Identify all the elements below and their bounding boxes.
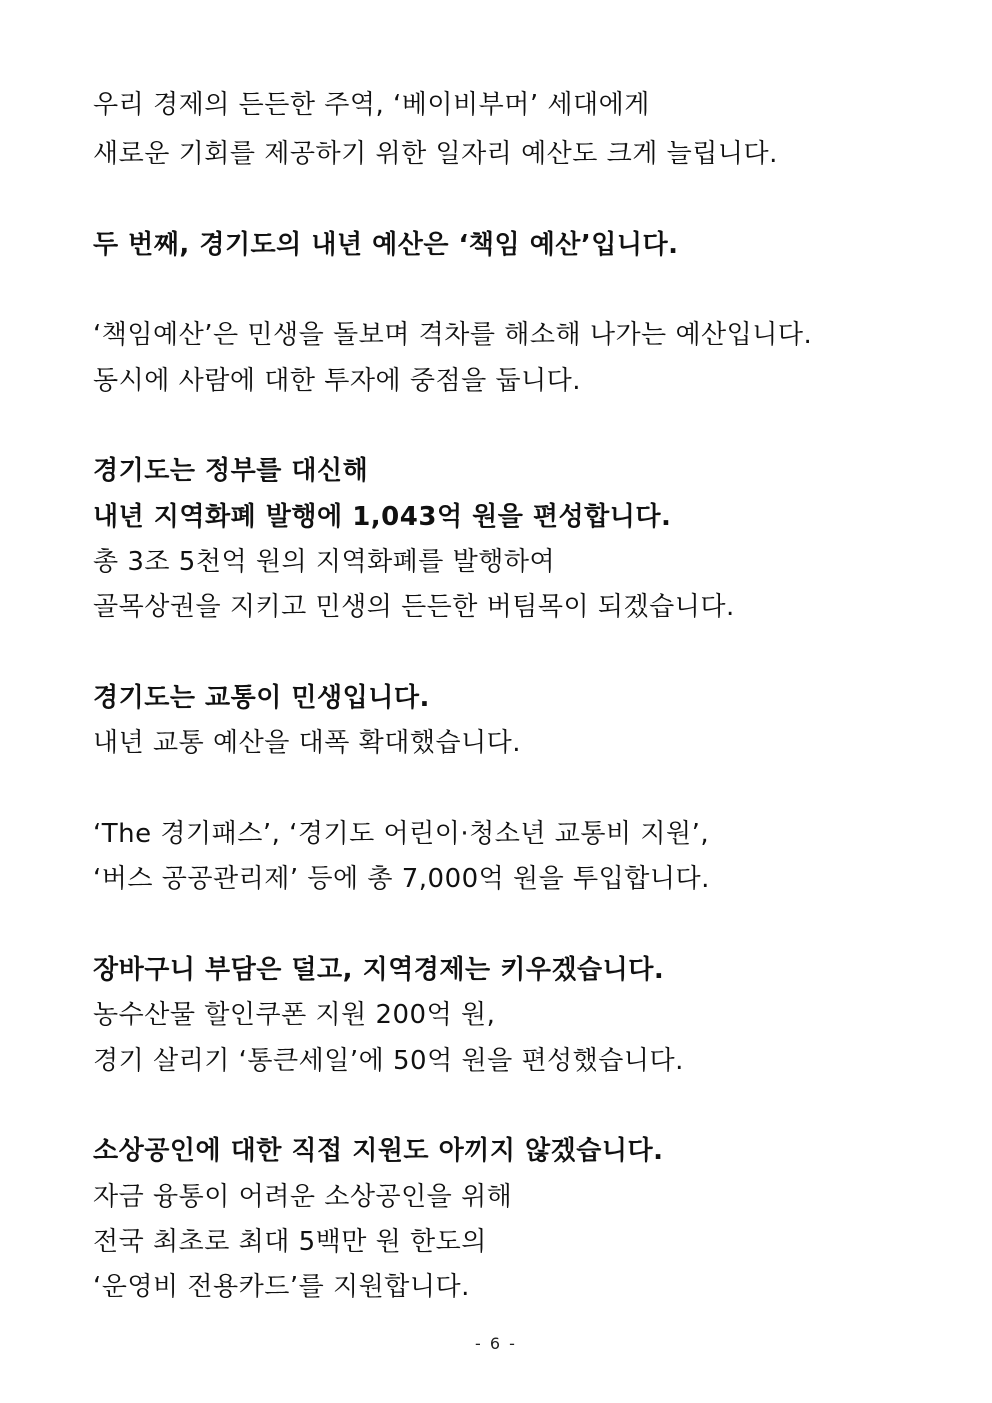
paragraph-1-line-1: 우리 경제의 든든한 주역, ‘베이비부머’ 세대에게 xyxy=(93,90,650,120)
paragraph-1-line-2: 새로운 기회를 제공하기 위한 일자리 예산도 크게 늘립니다. xyxy=(93,139,778,169)
paragraph-8-line-4: ‘운영비 전용카드’를 지원합니다. xyxy=(93,1272,470,1302)
paragraph-7-line-3: 경기 살리기 ‘통큰세일’에 50억 원을 편성했습니다. xyxy=(93,1046,684,1076)
paragraph-5-line-2: 내년 교통 예산을 대폭 확대했습니다. xyxy=(93,728,522,758)
paragraph-3-line-1: ‘책임예산’은 민생을 돌보며 격차를 해소해 나가는 예산입니다. xyxy=(93,320,813,350)
section-heading-second: 두 번째, 경기도의 내년 예산은 ‘책임 예산’입니다. xyxy=(93,230,679,260)
paragraph-8-line-2: 자금 융통이 어려운 소상공인을 위해 xyxy=(93,1182,513,1212)
paragraph-8-line-3: 전국 최초로 최대 5백만 원 한도의 xyxy=(93,1227,487,1257)
heading-transport: 경기도는 교통이 민생입니다. xyxy=(93,683,430,713)
paragraph-3-line-2: 동시에 사람에 대한 투자에 중점을 둡니다. xyxy=(93,366,582,396)
heading-small-business: 소상공인에 대한 직접 지원도 아끼지 않겠습니다. xyxy=(93,1136,664,1166)
paragraph-4-line-3: 총 3조 5천억 원의 지역화폐를 발행하여 xyxy=(93,547,556,577)
paragraph-6-line-2: ‘버스 공공관리제’ 등에 총 7,000억 원을 투입합니다. xyxy=(93,864,710,894)
paragraph-4-line-4: 골목상권을 지키고 민생의 든든한 버팀목이 되겠습니다. xyxy=(93,592,735,622)
heading-local-currency-line-1: 경기도는 정부를 대신해 xyxy=(93,456,369,486)
paragraph-6-line-1: ‘The 경기패스’, ‘경기도 어린이·청소년 교통비 지원’, xyxy=(93,819,710,849)
heading-shopping: 장바구니 부담은 덜고, 지역경제는 키우겠습니다. xyxy=(93,955,665,985)
page-number: - 6 - xyxy=(475,1334,517,1353)
heading-local-currency-line-2: 내년 지역화폐 발행에 1,043억 원을 편성합니다. xyxy=(93,502,672,532)
paragraph-7-line-2: 농수산물 할인쿠폰 지원 200억 원, xyxy=(93,1000,496,1030)
